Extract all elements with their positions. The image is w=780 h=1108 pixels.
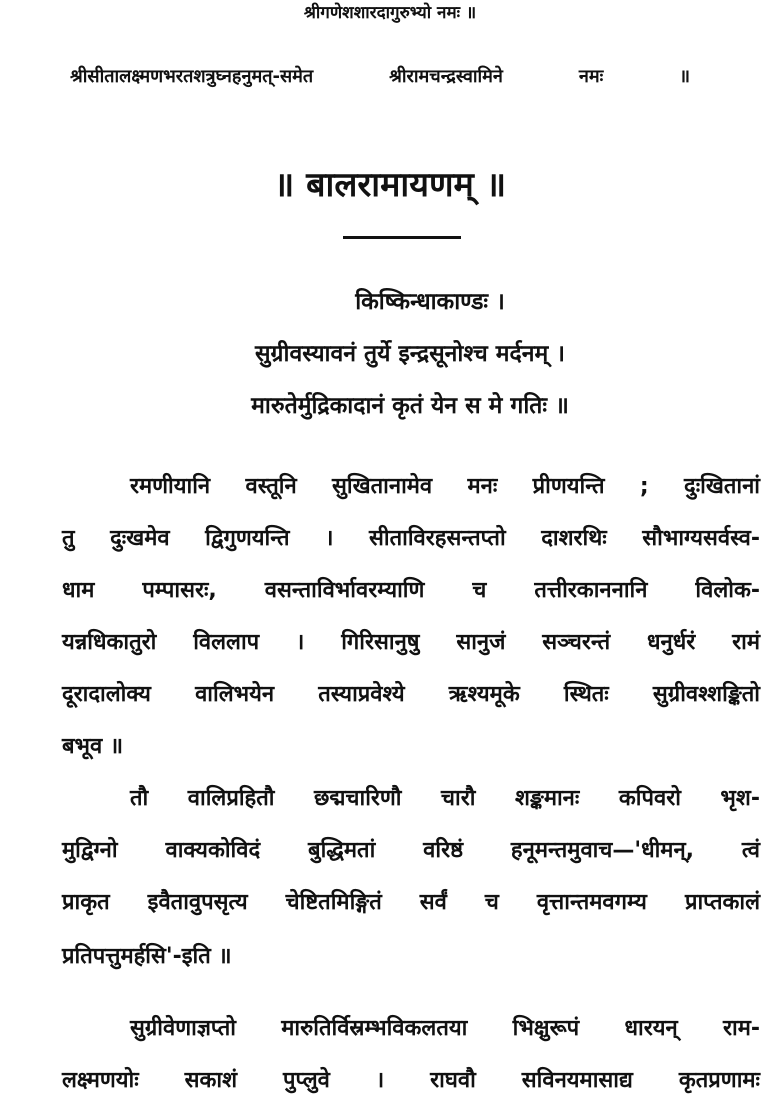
invocation-line-2: श्रीसीतालक्ष्मणभरतशत्रुघ्नहनुमत्-समेत श्रीरामचन्द्रस्वामिने नमः ॥ xyxy=(70,66,690,87)
paragraph-line: तौ वालिप्रहितौ छद्मचारिणौ चारौ शङ्कमानः कपिवरो भृश- xyxy=(130,786,760,811)
paragraph-line: रमणीयानि वस्तूनि सुखितानामेव मनः प्रीणयन्ति ; दुःखितानां xyxy=(130,474,760,499)
title-divider xyxy=(343,236,461,239)
verse-line: सुग्रीवस्यावनं तुर्ये इन्द्रसूनोश्च मर्दनम् । xyxy=(254,341,565,367)
paragraph-line: बभूव ॥ xyxy=(62,734,124,759)
paragraph-line: दूरादालोक्य वालिभयेन तस्याप्रवेश्ये ऋश्यमूके स्थितः सुग्रीवश्शङ्कितो xyxy=(62,682,760,707)
verse-line: मारुतेर्मुद्रिकादानं कृतं येन स मे गतिः ॥ xyxy=(251,393,569,419)
invocation-line-1: श्रीगणेशशारदागुरुभ्यो नमः ॥ xyxy=(303,3,477,23)
paragraph-line: मुद्विग्नो वाक्यकोविदं बुद्धिमतां वरिष्ठं हनूमन्तमुवाच—'धीमन्, त्वं xyxy=(62,838,760,863)
section-heading: किष्किन्धाकाण्डः । xyxy=(355,289,505,315)
paragraph-line: प्राकृत इवैतावुपसृत्य चेष्टितमिङ्गितं सर्वं च वृत्तान्तमवगम्य प्राप्तकालं xyxy=(62,890,760,915)
paragraph-line: तु दुःखमेव द्विगुणयन्ति । सीताविरहसन्तप्तो दाशरथिः सौभाग्यसर्वस्व- xyxy=(62,526,760,551)
paragraph-line: धाम पम्पासरः, वसन्ताविर्भावरम्याणि च तत्तीरकाननानि विलोक- xyxy=(62,578,760,603)
paragraph-line: यन्नधिकातुरो विललाप । गिरिसानुषु सानुजं सञ्चरन्तं धनुर्धरं रामं xyxy=(62,630,760,655)
paragraph-line: लक्ष्मणयोः सकाशं पुप्लुवे । राघवौ सविनयमासाद्य कृतप्रणामः xyxy=(62,1068,760,1093)
paragraph-line: सुग्रीवेणाज्ञप्तो मारुतिर्विस्रम्भविकलतया भिक्षुरूपं धारयन् राम- xyxy=(130,1016,760,1041)
page-title: ॥ बालरामायणम् ॥ xyxy=(273,165,507,205)
paragraph-line: प्रतिपत्तुमर्हसि'-इति ॥ xyxy=(62,944,232,969)
